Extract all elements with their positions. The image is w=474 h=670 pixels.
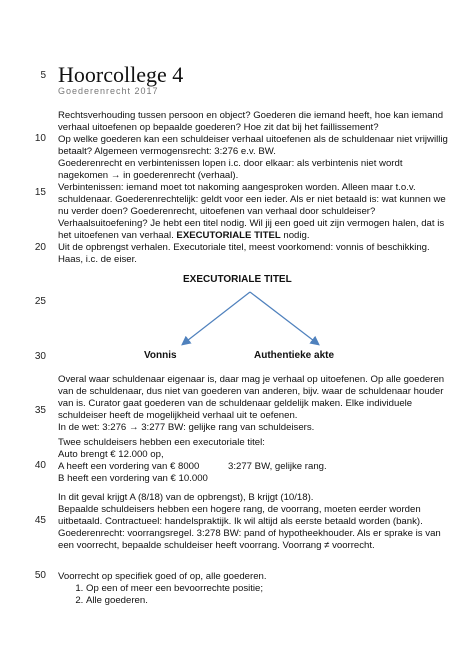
diagram-top-label: EXECUTORIALE TITEL bbox=[183, 274, 292, 285]
line-number: 45 bbox=[34, 515, 46, 526]
numbered-list bbox=[58, 583, 450, 607]
list-item: 2. Alle goederen. bbox=[86, 595, 450, 607]
text-block-1 bbox=[58, 110, 450, 242]
text-block-2 bbox=[58, 242, 450, 266]
executoriale-titel-diagram bbox=[58, 272, 438, 372]
paragraph: Auto brengt € 12.000 op, bbox=[58, 449, 164, 460]
arrow-icon: → bbox=[110, 170, 121, 181]
paragraph-text: In de wet: 3:276 bbox=[58, 422, 129, 433]
line-number: 50 bbox=[34, 570, 46, 581]
rank-note: 3:277 BW, gelijke rang. bbox=[228, 461, 327, 472]
paragraph: Overal waar schuldenaar eigenaar is, daar mag je verhaal op uitoefenen. Op alle goederen van de schuldenaar, dus niet van goederen van anderen, bijv. waar de schuldenaar houder van is. Curator gaat goederen van de schuldenaar geldelijk maken. Elke individuele schuldeiser heeft de mogelijkheid verhaal uit te oefenen. bbox=[58, 374, 445, 421]
paragraph: Bepaalde schuldeisers hebben een hogere rang, de voorrang, moeten eerder worden uitbetaald. Contractueel: handelspraktijk. Ik wil altijd als eerste betaald worden (bank). Goederenrecht: voorrangsregel. 3:278 BW: pand of hypotheekhouder. Als er sprake is van een voorrecht, bepaalde schuldeiser heeft voorrang. Voorrang ≠ voorrecht. bbox=[58, 504, 441, 551]
paragraph bbox=[58, 422, 450, 434]
paragraph: In dit geval krijgt A (8/18) van de opbrengst), B krijgt (10/18). bbox=[58, 492, 314, 503]
diagram-arrows bbox=[58, 272, 438, 372]
paragraph: A heeft een vordering van € 8000 bbox=[58, 461, 200, 472]
line-number: 5 bbox=[40, 70, 46, 81]
paragraph-text: 3:277 BW: gelijke rang van schuldeisers. bbox=[138, 422, 315, 433]
paragraph: Twee schuldeisers hebben een executoriale titel: bbox=[58, 437, 265, 448]
diagram-right-label: Authentieke akte bbox=[254, 350, 335, 361]
paragraph: B heeft een vordering van € 10.000 bbox=[58, 473, 208, 484]
arrow-to-vonnis bbox=[183, 292, 250, 344]
diagram-left-label: Vonnis bbox=[144, 350, 177, 361]
text-block-3 bbox=[58, 374, 450, 434]
arrow-to-authentieke-akte bbox=[250, 292, 318, 344]
line-number: 20 bbox=[34, 242, 46, 253]
emphasis: EXECUTORIALE TITEL bbox=[176, 230, 281, 241]
page-subtitle: Goederenrecht 2017 bbox=[58, 86, 159, 96]
paragraph-text: Goederenrecht en verbintenissen lopen i.c. door elkaar: als verbintenis niet wordt nagekomen bbox=[58, 158, 403, 181]
text-block-5 bbox=[58, 492, 450, 552]
paragraph: Voorrecht op specifiek goed of op, alle goederen. bbox=[58, 571, 267, 582]
line-number: 40 bbox=[34, 460, 46, 471]
list-item: 1. Op een of meer een bevoorrechte positie; bbox=[86, 583, 450, 595]
line-number: 30 bbox=[34, 351, 46, 362]
paragraph-text: in goederenrecht (verhaal). bbox=[120, 170, 239, 181]
paragraph-text: Verbintenissen: iemand moet tot nakoming aangesproken worden. Alleen maar t.o.v. schuldenaar. Goederenrechtelijk: geldt voor een ieder. Als er niet betaald is: wat kunnen we nu verder doen? Goederenrecht, uitoefenen van verhaal door schuldeiser? Verhaalsuitoefening? Je hebt een titel nodig. Wil jij een goed uit zijn vermogen halen, dat is het uitoefenen van verhaal. bbox=[58, 182, 446, 241]
paragraph: Op welke goederen kan een schuldeiser verhaal uitoefenen als de schuldenaar niet vrijwillig betaalt? Algemeen vermogensrecht: 3:276 e.v. BW. bbox=[58, 134, 448, 157]
paragraph: Rechtsverhouding tussen persoon en object? Goederen die iemand heeft, hoe kan iemand verhaal uitoefenen op bepaalde goederen? Hoe zit dat bij het faillissement? bbox=[58, 110, 444, 133]
page-title: Hoorcollege 4 bbox=[58, 62, 184, 87]
arrow-icon: → bbox=[128, 422, 139, 433]
line-number: 15 bbox=[34, 187, 46, 198]
paragraph bbox=[58, 182, 450, 242]
paragraph: Uit de opbrengst verhalen. Executoriale titel, meest voorkomend: vonnis of beschikking. Haas, i.c. de eiser. bbox=[58, 242, 430, 265]
line-number: 10 bbox=[34, 133, 46, 144]
line-number: 35 bbox=[34, 405, 46, 416]
line-number: 25 bbox=[34, 296, 46, 307]
paragraph bbox=[58, 158, 450, 182]
text-block-6 bbox=[58, 571, 450, 607]
paragraph-text: nodig. bbox=[280, 230, 310, 241]
